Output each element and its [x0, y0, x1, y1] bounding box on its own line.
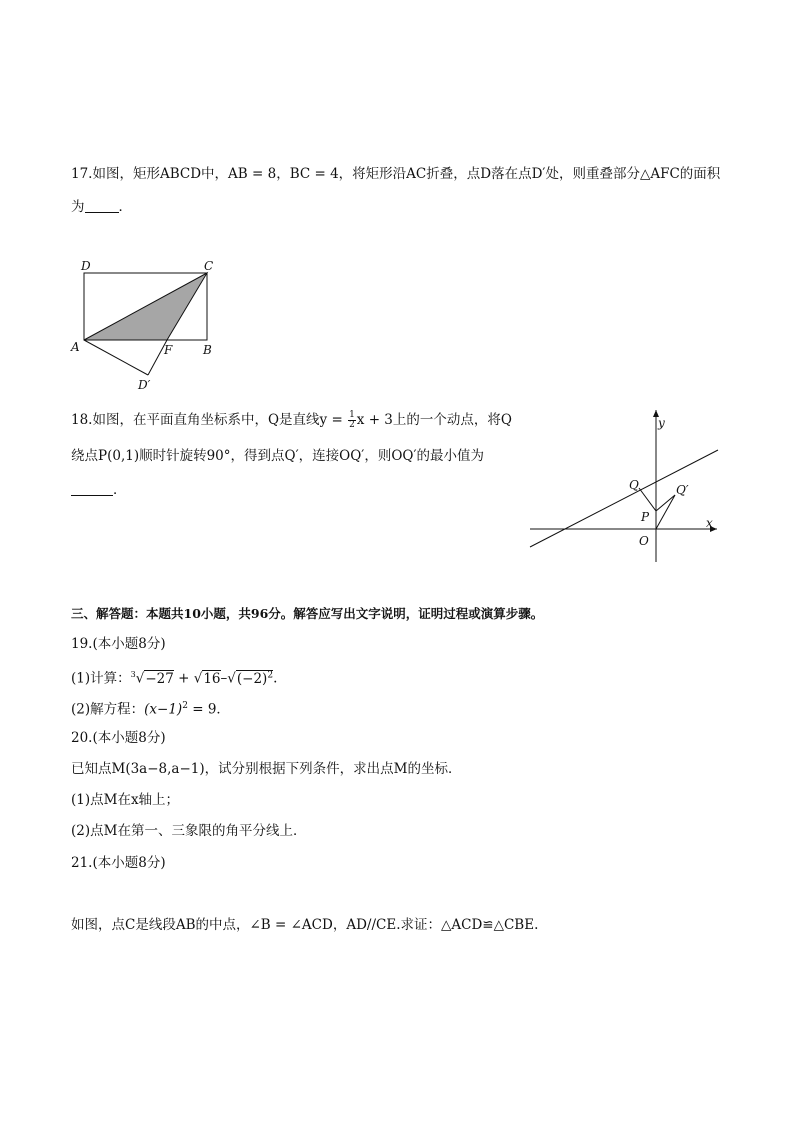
q19-part1-label: (1)计算： — [71, 670, 131, 687]
q19-part2-expr: (x−1) — [144, 701, 183, 718]
q20-part2: (2)点M在第一、三象限的角平分线上． — [71, 823, 307, 839]
q18-frac-num: 1 — [349, 410, 355, 420]
q19-title: 19.(本小题8分) — [71, 636, 166, 652]
label-c: C — [204, 259, 214, 273]
q20-stem: 已知点M(3a−8,a−1)，试分别根据下列条件，求出点M的坐标． — [71, 761, 462, 777]
q21-title: 21.(本小题8分) — [71, 855, 166, 871]
label-a: A — [71, 340, 80, 354]
q19-part2-rest: = 9． — [187, 701, 230, 718]
q18-stem-line1 — [71, 410, 512, 430]
q19-part2-exp: 2 — [182, 701, 188, 711]
q19-part1: (1)计算：$^3√-27 + √16-√(-2)^2$. — [71, 670, 278, 687]
q17-figure — [60, 252, 230, 397]
q18-stem-part-a: 18.如图，在平面直角坐标系中，Q是直线y = — [71, 412, 348, 428]
q18-stem-line2: 绕点P(0,1)顺时针旋转90°，得到点Q′，连接OQ′，则OQ′的最小值为 — [71, 448, 485, 464]
q20-part1: (1)点M在x轴上； — [71, 792, 180, 808]
label-d-prime: D′ — [138, 378, 151, 392]
section-3-heading: 三、解答题：本题共10小题，共96分。解答应写出文字说明，证明过程或演算步骤。 — [71, 606, 544, 621]
q19-part2-label: (2)解方程： — [71, 701, 145, 718]
q18-figure — [525, 402, 730, 567]
label-f: F — [164, 343, 173, 357]
line-y-half-x-plus-3 — [530, 450, 718, 547]
q17-stem-suffix: ． — [118, 199, 132, 215]
radicand-3 — [236, 670, 273, 687]
label-b: B — [203, 343, 212, 357]
q17-answer-blank — [85, 198, 119, 213]
radicand-3-exp: 2 — [267, 670, 274, 680]
label-d: D — [81, 259, 91, 273]
q17-stem-prefix: 为 — [71, 199, 85, 215]
q20-title: 20.(本小题8分) — [71, 730, 166, 746]
radicand-3-base: (−2) — [236, 670, 268, 687]
label-x: x — [706, 516, 713, 530]
plus-sign: + — [173, 670, 194, 687]
minus-sign: – — [220, 670, 228, 687]
radicand-2: 16 — [203, 670, 221, 687]
q18-stem-part-b: x + 3上的一个动点，将Q — [356, 412, 512, 428]
overlap-triangle-afc — [84, 273, 207, 340]
cube-root-index: 3 — [130, 670, 136, 679]
segment-q-p — [639, 488, 656, 511]
q18-stem-line3 — [71, 480, 127, 500]
q21-stem: 如图，点C是线段AB的中点，∠B = ∠ACD，AD//CE.求证：△ACD≌△CBE. — [71, 917, 539, 933]
q17-stem-line1: 17.如图，矩形ABCD中，AB = 8，BC = 4，将矩形沿AC折叠，点D落在点D′处，则重叠部分△AFC的面积 — [71, 166, 721, 182]
q18-answer-blank — [71, 481, 113, 496]
label-p: P — [641, 510, 650, 524]
q18-stem-suffix: ． — [113, 482, 127, 498]
label-q-prime: Q′ — [676, 483, 689, 497]
label-o: O — [639, 534, 649, 548]
label-y: y — [658, 416, 665, 430]
q18-frac-den: 2 — [349, 420, 355, 430]
q19-part1-end: . — [273, 670, 278, 687]
q17-stem-line2 — [71, 197, 132, 217]
radicand-1: −27 — [145, 670, 174, 687]
fold-line-a-dprime — [84, 340, 148, 375]
segment-p-qprime — [656, 495, 675, 511]
label-q: Q — [629, 478, 639, 492]
q18-fraction — [348, 411, 356, 430]
segment-o-qprime — [656, 495, 675, 529]
q19-part2 — [71, 696, 230, 720]
